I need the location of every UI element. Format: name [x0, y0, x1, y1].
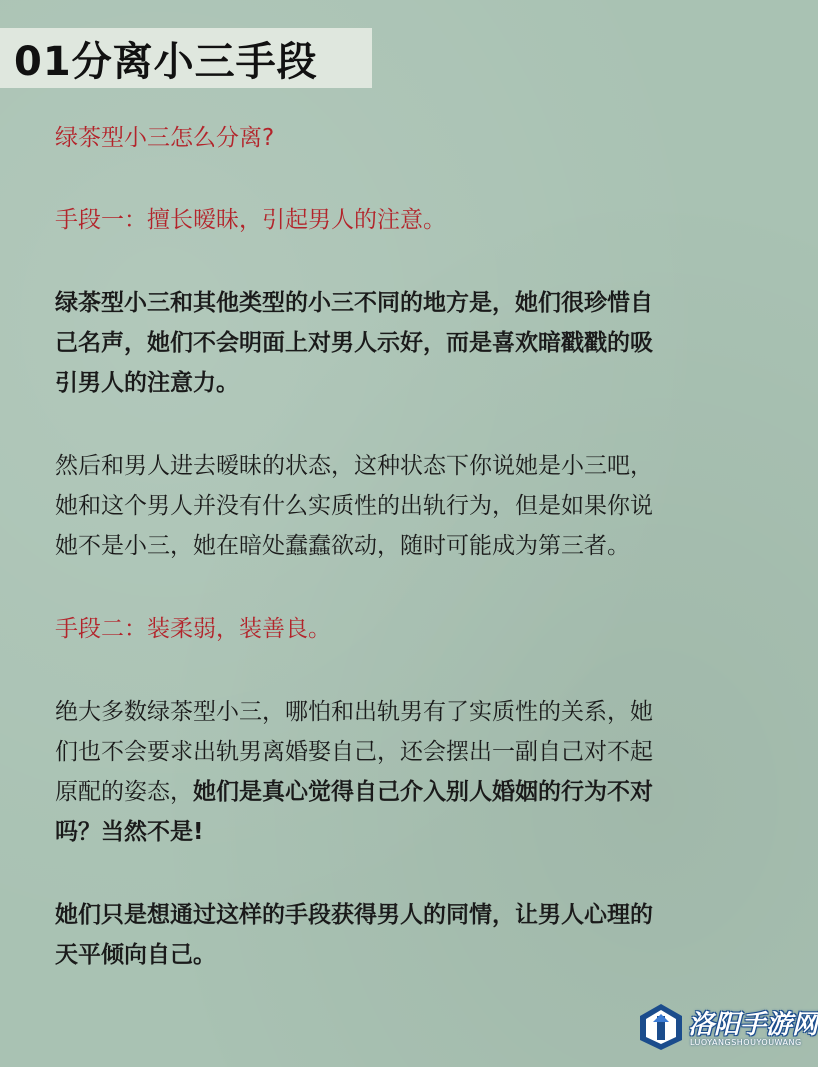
- bold-text: 她们是真心觉得自己介入别人婚姻的行为不对: [193, 779, 653, 805]
- paragraph-line: 引男人的注意力。: [55, 370, 239, 396]
- paragraph-line: 天平倾向自己。: [55, 942, 216, 968]
- normal-text: 原配的姿态，: [55, 779, 193, 805]
- tower-logo-icon: [638, 1002, 684, 1052]
- watermark-name: 洛阳手游网: [688, 1010, 818, 1040]
- page-title: 01分离小三手段: [14, 38, 318, 85]
- paragraph-line: 们也不会要求出轨男离婚娶自己，还会摆出一副自己对不起: [55, 739, 653, 765]
- article-body: [55, 118, 767, 975]
- paragraph-1: [55, 283, 767, 403]
- method2-heading: 手段二：装柔弱，装善良。: [55, 616, 331, 642]
- watermark-subtitle: LUOYANGSHOUYOUWANG: [690, 1038, 802, 1047]
- paragraph-3: [55, 692, 767, 852]
- title-banner: [0, 28, 372, 88]
- paragraph-4: [55, 895, 767, 975]
- paragraph-line: 她们只是想通过这样的手段获得男人的同情，让男人心理的: [55, 902, 653, 928]
- paragraph-line: [55, 772, 767, 812]
- paragraph-line: 她和这个男人并没有什么实质性的出轨行为，但是如果你说: [55, 493, 653, 519]
- paragraph-line: 她不是小三，她在暗处蠢蠢欲动，随时可能成为第三者。: [55, 533, 630, 559]
- paragraph-line: 绝大多数绿茶型小三，哪怕和出轨男有了实质性的关系，她: [55, 699, 653, 725]
- question-heading: 绿茶型小三怎么分离?: [55, 125, 275, 151]
- paragraph-line: 己名声，她们不会明面上对男人示好，而是喜欢暗戳戳的吸: [55, 330, 653, 356]
- watermark-logo: [638, 998, 818, 1060]
- paragraph-line: 绿茶型小三和其他类型的小三不同的地方是，她们很珍惜自: [55, 290, 653, 316]
- paragraph-line: 然后和男人进去暧昧的状态，这种状态下你说她是小三吧，: [55, 453, 653, 479]
- paragraph-2: [55, 446, 767, 566]
- method1-heading: 手段一：擅长暧昧，引起男人的注意。: [55, 207, 446, 233]
- paragraph-line: 吗？当然不是!: [55, 819, 204, 845]
